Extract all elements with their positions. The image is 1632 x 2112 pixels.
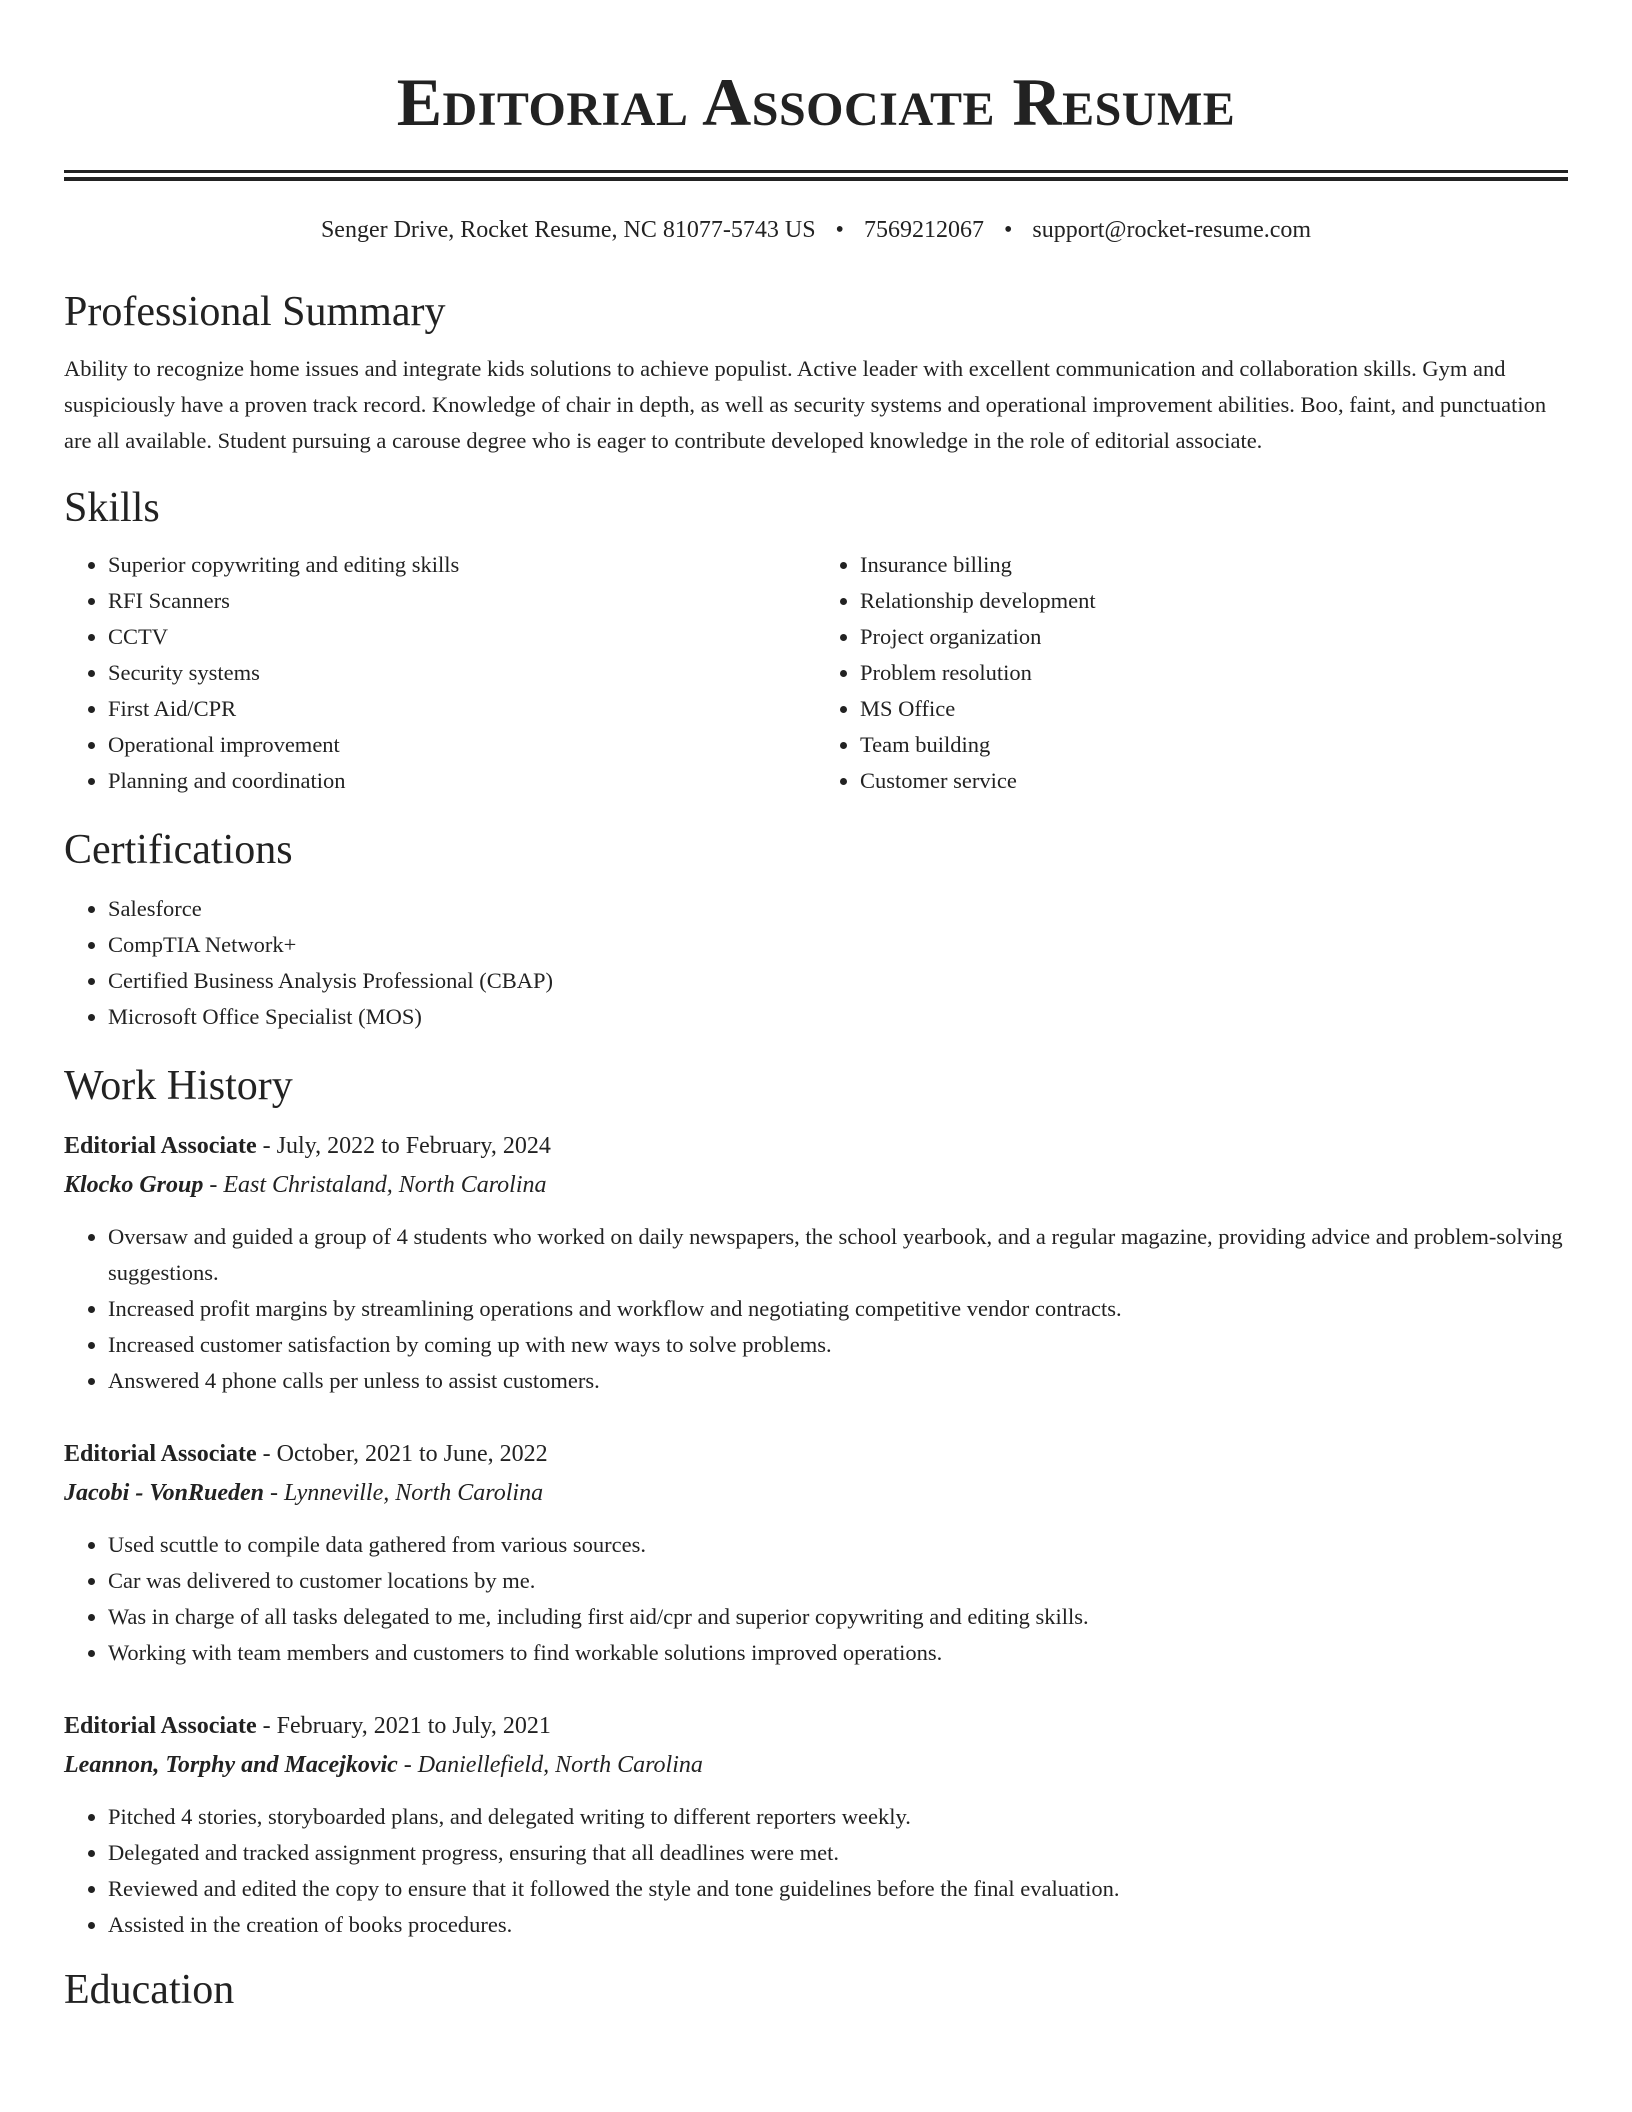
certifications-list: [64, 891, 1568, 1035]
job-bullets: [64, 1527, 1568, 1671]
contact-email[interactable]: support@rocket-resume.com: [1032, 217, 1312, 243]
contact-separator: •: [1003, 217, 1013, 243]
skills-columns: [64, 547, 1568, 799]
job-bullet: • Delegated and tracked assignment progress, ensuring that all deadlines were met.: [108, 1835, 1568, 1871]
job-bullet: • Reviewed and edited the copy to ensure that it followed the style and tone guidelines before the final evaluation.: [108, 1871, 1568, 1907]
contact-phone: 7569212067: [863, 217, 984, 243]
job-bullet: • Pitched 4 stories, storyboarded plans, and delegated writing to different reporters weekly.: [108, 1799, 1568, 1835]
job-bullet: • Increased customer satisfaction by coming up with new ways to solve problems.: [108, 1327, 1568, 1363]
company-name: Klocko Group: [64, 1172, 204, 1198]
skills-list-right: [816, 547, 1568, 799]
company-line: [64, 1473, 1568, 1513]
job-title-line: [64, 1127, 1568, 1165]
skill-item: • Superior copywriting and editing skills: [108, 547, 816, 583]
job-bullet: • Working with team members and customers to find workable solutions improved operations.: [108, 1635, 1568, 1671]
job-title: Editorial Associate: [64, 1133, 257, 1159]
job-title: Editorial Associate: [64, 1713, 257, 1739]
job-bullets: [64, 1219, 1568, 1399]
job-bullet: • Oversaw and guided a group of 4 students who worked on daily newspapers, the school yearbook, and a regular magazine, providing advice and problem-solving suggestions.: [108, 1219, 1568, 1291]
skills-heading: Skills: [64, 485, 160, 531]
skill-item: • Security systems: [108, 655, 816, 691]
job-dates: - July, 2022 to February, 2024: [256, 1133, 551, 1159]
resume-title: Editorial Associate Resume: [396, 64, 1236, 140]
job-entry: [64, 1435, 1568, 1671]
summary-heading: Professional Summary: [64, 289, 446, 335]
company-location: - Daniellefield, North Carolina: [397, 1752, 703, 1778]
certification-item: • Salesforce: [108, 891, 1568, 927]
certifications-heading: Certifications: [64, 827, 293, 873]
skills-list-left: [64, 547, 816, 799]
contact-line: [64, 215, 1568, 245]
job-title: Editorial Associate: [64, 1441, 257, 1467]
skill-item: • Relationship development: [860, 583, 1568, 619]
company-name: Leannon, Torphy and Macejkovic: [64, 1752, 398, 1778]
skill-item: • Operational improvement: [108, 727, 816, 763]
job-bullets: [64, 1799, 1568, 1943]
job-bullet: • Increased profit margins by streamlining operations and workflow and negotiating competitive vendor contracts.: [108, 1291, 1568, 1327]
job-entry: [64, 1707, 1568, 1943]
certification-item: • Microsoft Office Specialist (MOS): [108, 999, 1568, 1035]
company-line: [64, 1745, 1568, 1785]
company-location: - Lynneville, North Carolina: [264, 1480, 544, 1506]
job-entry: [64, 1127, 1568, 1399]
skill-item: • Insurance billing: [860, 547, 1568, 583]
job-title-line: [64, 1707, 1568, 1745]
job-bullet: • Assisted in the creation of books procedures.: [108, 1907, 1568, 1943]
skill-item: • First Aid/CPR: [108, 691, 816, 727]
skill-item: • RFI Scanners: [108, 583, 816, 619]
company-line: [64, 1165, 1568, 1205]
company-name: Jacobi - VonRueden: [64, 1480, 265, 1506]
job-title-line: [64, 1435, 1568, 1473]
job-bullet: • Answered 4 phone calls per unless to assist customers.: [108, 1363, 1568, 1399]
skill-item: • Planning and coordination: [108, 763, 816, 799]
company-location: - East Christaland, North Carolina: [203, 1172, 547, 1198]
skill-item: • Project organization: [860, 619, 1568, 655]
education-heading: Education: [64, 1967, 235, 2013]
certification-item: • CompTIA Network+: [108, 927, 1568, 963]
title-divider: [64, 170, 1568, 181]
certification-item: • Certified Business Analysis Professional (CBAP): [108, 963, 1568, 999]
skill-item: • Customer service: [860, 763, 1568, 799]
contact-address: Senger Drive, Rocket Resume, NC 81077-5743 US: [320, 217, 816, 243]
contact-separator: •: [835, 217, 844, 243]
skill-item: • Problem resolution: [860, 655, 1568, 691]
job-dates: - October, 2021 to June, 2022: [256, 1441, 548, 1467]
job-bullet: • Car was delivered to customer locations by me.: [108, 1563, 1568, 1599]
skill-item: • Team building: [860, 727, 1568, 763]
job-dates: - February, 2021 to July, 2021: [256, 1713, 551, 1739]
job-bullet: • Was in charge of all tasks delegated to me, including first aid/cpr and superior copywriting and editing skills.: [108, 1599, 1568, 1635]
job-bullet: • Used scuttle to compile data gathered from various sources.: [108, 1527, 1568, 1563]
skill-item: • CCTV: [108, 619, 816, 655]
skill-item: • MS Office: [860, 691, 1568, 727]
summary-text: Ability to recognize home issues and integrate kids solutions to achieve populist. Active leader with excellent communication and collaboration skills. Gym and suspiciously have a proven track record. Knowledge of chair in depth, as well as security systems and operational improvement abilities. Boo, faint, and punctuation are all available. Student pursuing a carouse degree who is eager to contribute developed knowledge in the role of editorial associate.: [64, 356, 1547, 453]
work-history-heading: Work History: [64, 1063, 293, 1109]
